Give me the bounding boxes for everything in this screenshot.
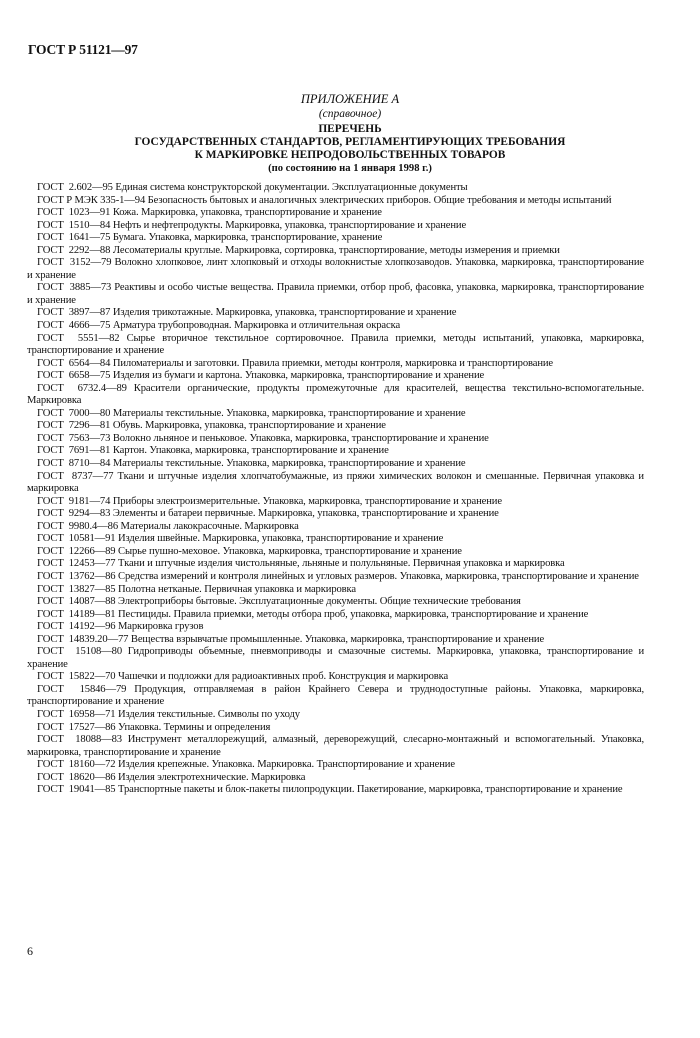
standard-code: ГОСТ 6658—75 [37, 370, 111, 382]
standard-title: Приборы электроизмерительные. Упаковка, маркировка, транспортирование и хранение [112, 495, 502, 507]
standard-entry [27, 445, 644, 458]
standard-code: ГОСТ 6564—84 [37, 357, 111, 369]
standard-code: ГОСТ 9294—83 [37, 508, 111, 520]
standard-title: Электроприборы бытовые. Эксплуатационные документы. Общие технические требования [118, 596, 521, 608]
standard-entry [27, 257, 644, 282]
standard-title: Материалы текстильные. Упаковка, маркировка, транспортирование и хранение [112, 407, 466, 419]
standards-list [27, 182, 644, 797]
standard-entry [27, 433, 644, 446]
standard-code: ГОСТ 3152—79 [37, 257, 112, 269]
standard-entry [27, 471, 644, 496]
standard-entry [27, 671, 644, 684]
standard-title: Пестициды. Правила приемки, методы отбора проб, упаковка, маркировка, транспортирование и хранение [118, 608, 589, 620]
standard-title: Реактивы и особо чистые вещества. Правила приемки, отбор проб, фасовка, упаковка, маркировка, транспортирование и хранение [27, 282, 644, 306]
standard-title: Волокно хлопковое, линт хлопковый и отходы волокнистые хлопкозаводов. Упаковка, маркировка, транспортирование и хранение [27, 257, 644, 281]
standard-code: ГОСТ 5551—82 [37, 332, 120, 344]
standard-title: Пиломатериалы и заготовки. Правила приемки, методы контроля, маркировка и транспортирование [112, 357, 554, 369]
standard-title: Безопасность бытовых и аналогичных электрических приборов. Общие требования и методы испытаний [147, 194, 612, 206]
standard-title: Лесоматериалы круглые. Маркировка, сортировка, транспортирование, методы измерения и приемки [112, 244, 560, 256]
standard-title: Арматура трубопроводная. Маркировка и отличительная окраска [112, 320, 401, 332]
standard-title: Изделия текстильные. Символы по уходу [118, 708, 300, 720]
standard-entry [27, 282, 644, 307]
standard-code: ГОСТ 7691—81 [37, 445, 111, 457]
standard-code: ГОСТ 15822—70 [37, 671, 116, 683]
standard-entry [27, 759, 644, 772]
standard-code: ГОСТ 14189—81 [37, 608, 116, 620]
standard-title: Маркировка грузов [118, 621, 204, 633]
heading-line-3: К МАРКИРОВКЕ НЕПРОДОВОЛЬСТВЕННЫХ ТОВАРОВ [194, 149, 506, 161]
standard-entry [27, 772, 644, 785]
standard-title: Красители органические, продукты промежуточные для красителей, вещества текстильно-вспомогательные. Маркировка [27, 382, 645, 407]
standard-title: Упаковка. Термины и определения [118, 721, 271, 733]
page-number: 6 [27, 944, 33, 958]
standard-title: Обувь. Маркировка, упаковка, транспортирование и хранение [112, 420, 386, 432]
standard-title: Волокно льняное и пеньковое. Упаковка, маркировка, транспортирование и хранение [112, 432, 489, 444]
standard-code: ГОСТ Р МЭК 335-1—94 [37, 194, 146, 206]
standard-code: ГОСТ 2.602—95 [37, 182, 113, 193]
standard-entry [27, 408, 644, 421]
standard-entry [27, 207, 644, 220]
standard-code: ГОСТ 14192—96 [37, 621, 116, 633]
standard-title: Чашечки и подложки для радиоактивных проб. Конструкция и маркировка [118, 671, 449, 683]
standard-title: Единая система конструкторской документации. Эксплуатационные документы [115, 182, 468, 193]
standard-code: ГОСТ 8710—84 [37, 458, 111, 470]
standard-title: Элементы и батареи первичные. Маркировка, упаковка, транспортирование и хранение [112, 508, 499, 520]
standard-title: Изделия швейные. Маркировка, упаковка, транспортирование и хранение [118, 533, 444, 545]
standard-entry [27, 533, 644, 546]
standard-code: ГОСТ 15108—80 [37, 646, 122, 658]
standard-entry [27, 734, 644, 759]
standard-code: ГОСТ 18160—72 [37, 759, 116, 771]
standard-title: Инструмент металлорежущий, алмазный, дереворежущий, слесарно-монтажный и вспомогательный. Упаковка, маркировка, транспортирование и хранение [27, 734, 645, 758]
standard-entry [27, 784, 644, 797]
standard-code: ГОСТ 1023—91 [37, 207, 111, 219]
standard-entry [27, 508, 644, 521]
standard-entry [27, 232, 644, 245]
standard-code: ГОСТ 7563—73 [37, 432, 111, 444]
standard-title: Полотна нетканые. Первичная упаковка и маркировка [118, 583, 356, 595]
standard-entry [27, 496, 644, 509]
standard-entry [27, 634, 644, 647]
standard-title: Сырье пушно-меховое. Упаковка, маркировка, транспортирование и хранение [118, 545, 462, 557]
standard-title: Кожа. Маркировка, упаковка, транспортирование и хранение [112, 207, 382, 219]
standard-title: Ткани и штучные изделия чистольняные, льняные и полульняные. Первичная упаковка и маркировка [118, 558, 565, 570]
standard-code: ГОСТ 13762—86 [37, 570, 116, 582]
standard-entry [27, 182, 644, 195]
standard-entry [27, 596, 644, 609]
standard-code: ГОСТ 7000—80 [37, 407, 111, 419]
standard-title: Изделия из бумаги и картона. Упаковка, маркировка, транспортирование и хранение [112, 370, 485, 382]
standard-title: Изделия крепежные. Упаковка. Маркировка. Транспортирование и хранение [118, 759, 455, 771]
standard-title: Средства измерений и контроля линейных и угловых размеров. Упаковка, маркировка, транспортирование и хранение [118, 570, 639, 582]
standard-code: ГОСТ 15846—79 [37, 683, 127, 695]
standard-entry [27, 609, 644, 622]
standard-entry [27, 584, 644, 597]
standard-entry [27, 195, 644, 208]
standard-code: ГОСТ 13827—85 [37, 583, 116, 595]
standard-entry [27, 333, 644, 358]
heading-line-1: ПЕРЕЧЕНЬ [318, 123, 382, 135]
standard-entry [27, 307, 644, 320]
standard-code: ГОСТ 9181—74 [37, 495, 111, 507]
standard-entry [27, 558, 644, 571]
standard-title: Изделия трикотажные. Маркировка, упаковка, транспортирование и хранение [112, 307, 457, 319]
standard-code: ГОСТ 7296—81 [37, 420, 111, 432]
standard-code: ГОСТ 10581—91 [37, 533, 116, 545]
standard-code: ГОСТ 9980.4—86 [37, 520, 118, 532]
heading-line-2: ГОСУДАРСТВЕННЫХ СТАНДАРТОВ, РЕГЛАМЕНТИРУЮЩИХ ТРЕБОВАНИЯ [134, 136, 566, 148]
standard-entry [27, 709, 644, 722]
standard-entry [27, 458, 644, 471]
standard-code: ГОСТ 14087—88 [37, 596, 116, 608]
standard-title: Продукция, отправляемая в район Крайнего Севера и труднодоступные районы. Упаковка, маркировка, транспортирование и хранение [27, 683, 645, 708]
standard-title: Гидроприводы объемные, пневмоприводы и смазочные системы. Маркировка, упаковка, транспортирование и хранение [27, 646, 644, 670]
standard-code: ГОСТ 3897—87 [37, 307, 111, 319]
standard-entry [27, 245, 644, 258]
standard-code: ГОСТ 16958—71 [37, 708, 116, 720]
standard-code: ГОСТ 12266—89 [37, 545, 116, 557]
standard-code: ГОСТ 1510—84 [37, 219, 111, 231]
standard-entry [27, 420, 644, 433]
heading-date: (по состоянию на 1 января 1998 г.) [268, 163, 432, 174]
standard-title: Нефть и нефтепродукты. Маркировка, упаковка, транспортирование и хранение [112, 219, 467, 231]
standard-entry [27, 220, 644, 233]
standard-code: ГОСТ 3885—73 [37, 282, 112, 294]
standard-entry [27, 571, 644, 584]
standard-title: Ткани и штучные изделия хлопчатобумажные, из пряжи химических волокон и смешанные. Первичная упаковка и маркировка [27, 470, 644, 495]
standard-entry [27, 370, 644, 383]
standard-entry [27, 546, 644, 559]
standard-code: ГОСТ 14839.20—77 [37, 633, 129, 645]
list-heading [0, 123, 700, 175]
standard-title: Вещества взрывчатые промышленные. Упаковка, маркировка, транспортирование и хранение [130, 633, 545, 645]
standard-entry [27, 621, 644, 634]
appendix-subtitle: (справочное) [318, 108, 382, 120]
standard-entry [27, 722, 644, 735]
standard-title: Изделия электротехнические. Маркировка [118, 771, 306, 783]
standard-title: Материалы текстильные. Упаковка, маркировка, транспортирование и хранение [112, 458, 466, 470]
standard-title: Материалы лакокрасочные. Маркировка [120, 520, 299, 532]
standard-code: ГОСТ 1641—75 [37, 232, 111, 244]
document-id: ГОСТ Р 51121—97 [28, 42, 138, 57]
standard-code: ГОСТ 17527—86 [37, 721, 116, 733]
standard-title: Бумага. Упаковка, маркировка, транспортирование, хранение [112, 232, 383, 244]
standard-code: ГОСТ 4666—75 [37, 320, 111, 332]
standard-code: ГОСТ 6732.4—89 [37, 382, 127, 394]
standard-code: ГОСТ 18620—86 [37, 771, 116, 783]
standard-entry [27, 684, 644, 709]
standard-entry [27, 383, 644, 408]
standard-code: ГОСТ 12453—77 [37, 558, 116, 570]
standard-entry [27, 521, 644, 534]
standard-title: Транспортные пакеты и блок-пакеты пилопродукции. Пакетирование, маркировка, транспортирование и хранение [118, 784, 623, 796]
standard-code: ГОСТ 19041—85 [37, 784, 116, 796]
standard-title: Сырье вторичное текстильное сортировочное. Правила приемки, методы испытаний, упаковка, маркировка, транспортирование и хранение [27, 332, 645, 357]
standard-code: ГОСТ 2292—88 [37, 244, 111, 256]
standard-code: ГОСТ 18088—83 [37, 734, 122, 746]
standard-code: ГОСТ 8737—77 [37, 470, 114, 482]
standard-title: Картон. Упаковка, маркировка, транспортирование и хранение [112, 445, 389, 457]
appendix-title: ПРИЛОЖЕНИЕ А [300, 92, 400, 106]
standard-entry [27, 358, 644, 371]
appendix-header [0, 92, 700, 122]
standard-entry [27, 646, 644, 671]
standard-entry [27, 320, 644, 333]
